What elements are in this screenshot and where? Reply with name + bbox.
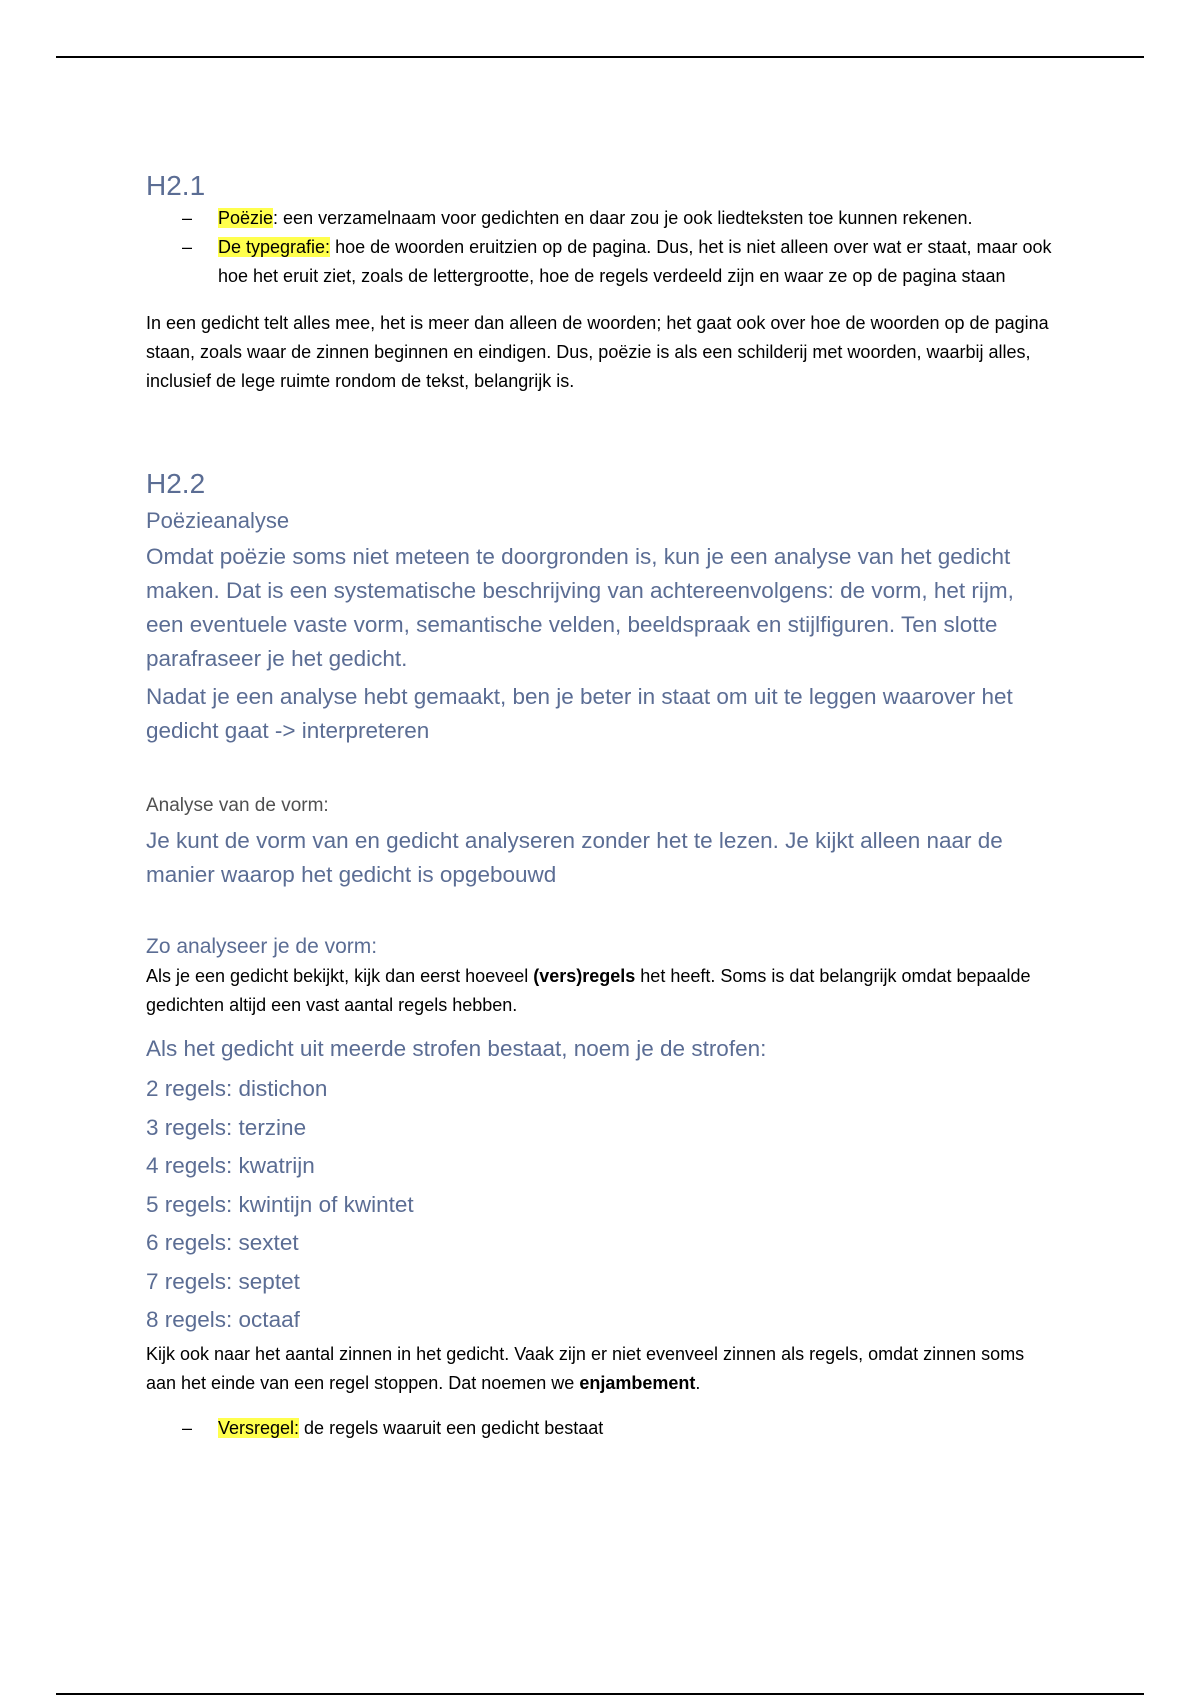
definition-text: de regels waaruit een gedicht bestaat [299, 1417, 604, 1438]
strofe-item: 6 regels: sextet [146, 1230, 299, 1255]
footer-rule [56, 1693, 1144, 1695]
list-item [146, 204, 1056, 233]
text-run: het heeft. Soms is dat belangrijk omdat bepaalde gedichten altijd een vast aantal regels hebben. [146, 966, 1031, 1015]
highlighted-term: De typegrafie: [218, 237, 331, 257]
list-item [146, 233, 1056, 291]
strofen-list [146, 1070, 1056, 1340]
subheading: Poëzieanalyse [146, 508, 290, 533]
heading-h2-1: H2.1 [146, 170, 206, 201]
definition-text: hoe de woorden eruitzien op de pagina. Dus, het is niet alleen over wat er staat, maar ook hoe het eruit ziet, zoals de lettergrootte, hoe de regels verdeeld zijn en waar ze op de pagina staan [218, 237, 1052, 286]
vorm-paragraph: Je kunt de vorm van en gedicht analyseren zonder het te lezen. Je kijkt alleen naar de manier waarop het gedicht is opgebouwd [146, 828, 1003, 887]
definition-list [146, 204, 1056, 291]
strofen-intro: Als het gedicht uit meerde strofen bestaat, noem je de strofen: [146, 1036, 767, 1061]
heading-h2-2: H2.2 [146, 468, 206, 499]
section-label: Zo analyseer je de vorm: [146, 935, 378, 958]
highlighted-term: Poëzie [218, 208, 274, 228]
header-rule [56, 56, 1144, 58]
paragraph: In een gedicht telt alles mee, het is meer dan alleen de woorden; het gaat ook over hoe de woorden op de pagina staan, zoals waar de zinnen beginnen en eindigen. Dus, poëzie is als een schilderij met woorden, waarbij alles, inclusief de lege ruimte rondom de tekst, belangrijk is. [146, 313, 1049, 391]
text-run: Als je een gedicht bekijkt, kijk dan eerst hoeveel [146, 966, 534, 986]
strofe-item: 5 regels: kwintijn of kwintet [146, 1191, 414, 1217]
intro-paragraph: Nadat je een analyse hebt gemaakt, ben je beter in staat om uit te leggen waarover het gedicht gaat -> interpreteren [146, 684, 1013, 743]
section-label: Analyse van de vorm: [146, 795, 329, 816]
strofe-item: 8 regels: octaaf [146, 1307, 300, 1332]
intro-paragraph: Omdat poëzie soms niet meteen te doorgronden is, kun je een analyse van het gedicht maken. Dat is een systematische beschrijving van achtereenvolgens: de vorm, het rijm, een eventuele vaste vorm, semantische velden, beeldspraak en stijlfiguren. Ten slotte parafraseer je het gedicht. [146, 544, 1014, 671]
bold-term: (vers)regels [533, 966, 636, 986]
strofe-item: 3 regels: terzine [146, 1114, 307, 1140]
strofe-item: 7 regels: septet [146, 1268, 300, 1294]
dash-bullet: – [182, 237, 193, 257]
definition-text: : een verzamelnaam voor gedichten en daar zou je ook liedteksten toe kunnen rekenen. [273, 208, 973, 228]
definition-list [146, 1414, 1056, 1443]
highlighted-term: Versregel: [218, 1417, 300, 1438]
bold-term: enjambement [579, 1372, 696, 1393]
strofe-item: 4 regels: kwatrijn [146, 1153, 315, 1178]
paragraph [146, 962, 1056, 1020]
paragraph [146, 1340, 1056, 1398]
text-run: Kijk ook naar het aantal zinnen in het gedicht. Vaak zijn er niet evenveel zinnen als regels, omdat zinnen soms aan het einde van een regel stoppen. Dat noemen we [146, 1343, 1025, 1393]
document-body [146, 168, 1056, 1443]
text-run: . [695, 1372, 701, 1393]
dash-bullet: – [182, 208, 193, 228]
list-item [146, 1414, 1056, 1443]
dash-bullet: – [182, 1417, 193, 1438]
strofe-item: 2 regels: distichon [146, 1076, 328, 1101]
